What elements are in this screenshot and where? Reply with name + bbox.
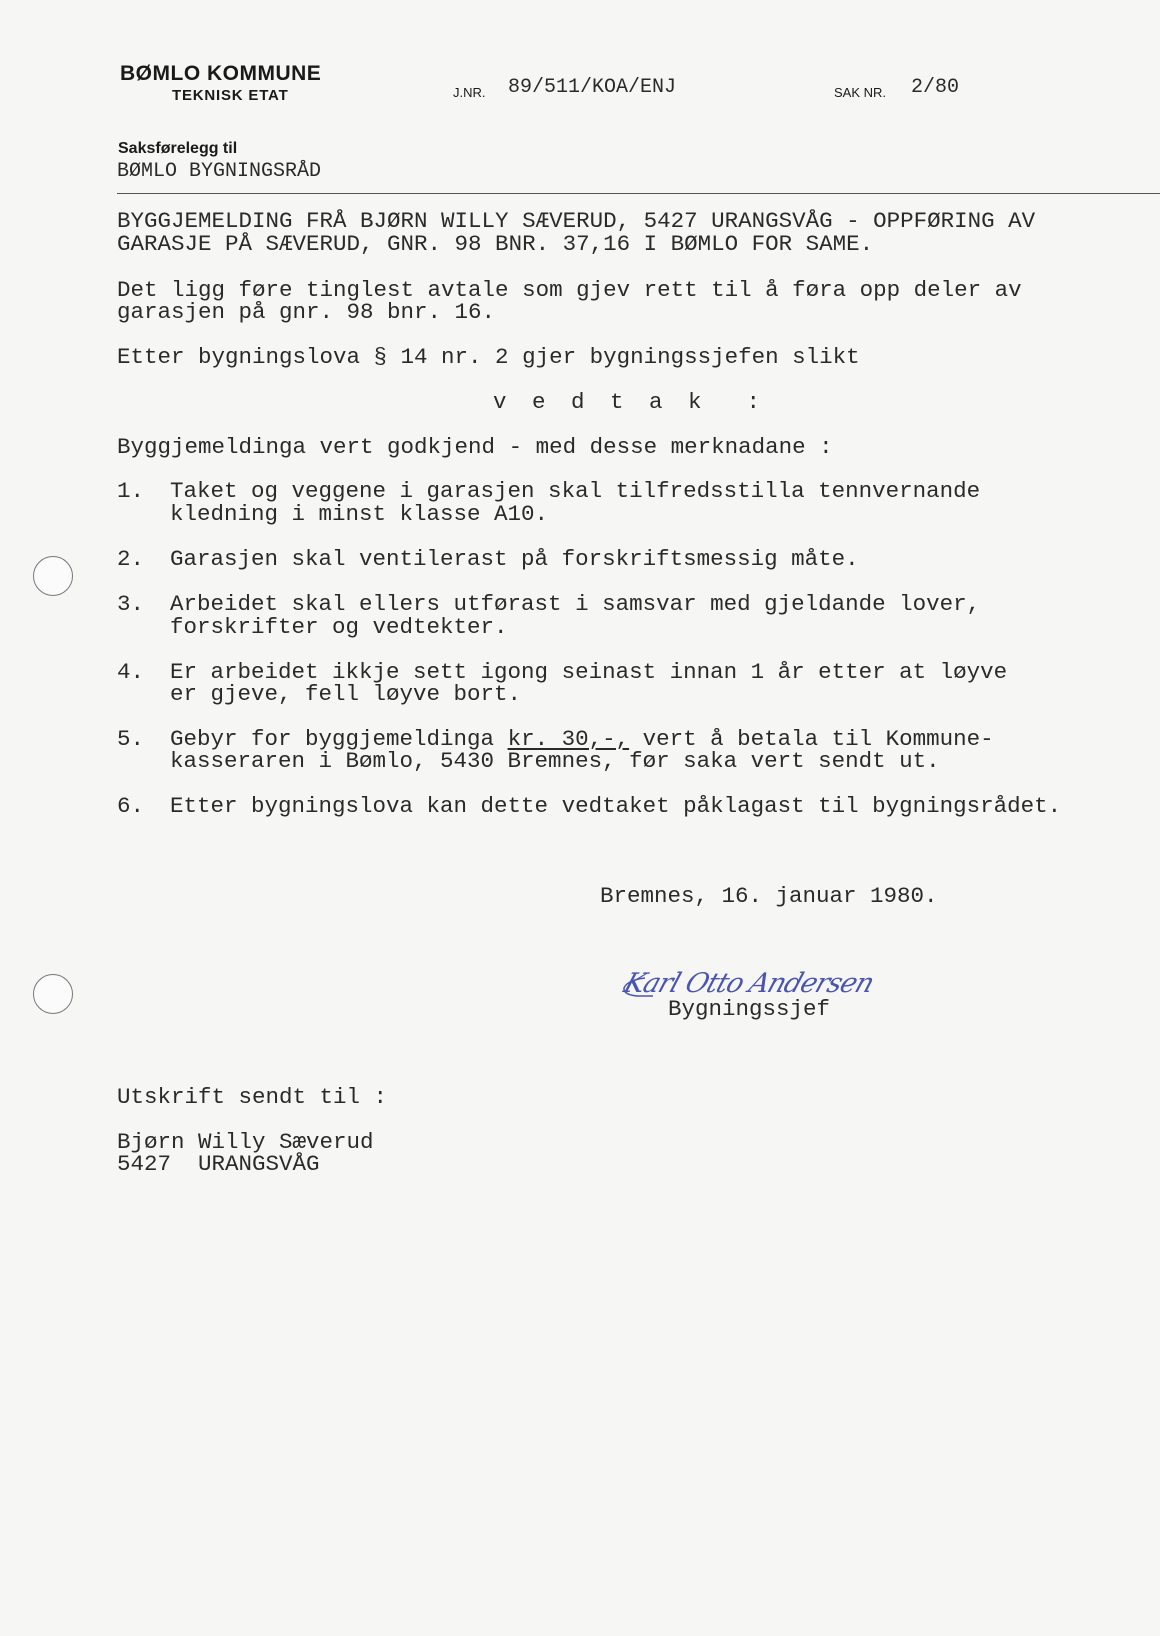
copy-address: 5427 URANGSVÅG [117, 1151, 320, 1177]
jnr-label: J.NR. [453, 85, 486, 100]
sak-label: SAK NR. [834, 85, 887, 100]
addressee-name: BØMLO BYGNINGSRÅD [117, 160, 322, 183]
item-number: 1. [117, 478, 145, 504]
item-text: Er arbeidet ikkje sett igong seinast innan 1 år etter at løyve [170, 659, 1008, 685]
item-text: Etter bygningslova kan dette vedtaket påklagast til bygningsrådet. [170, 793, 1062, 819]
dept-name: TEKNISK ETAT [172, 87, 289, 104]
fee-amount: kr. 30,-, [507, 726, 630, 752]
copy-label: Utskrift sendt til : [117, 1084, 388, 1110]
item-text-post: vert å betala til Kommune- [629, 726, 994, 752]
item-number: 2. [117, 546, 145, 572]
item-text: Garasjen skal ventilerast på forskriftsmessig måte. [170, 546, 859, 572]
sak-value: 2/80 [911, 76, 960, 99]
subject-line: BYGGJEMELDING FRÅ BJØRN WILLY SÆVERUD, 5427 URANGSVÅG - OPPFØRING AV [117, 208, 1036, 234]
jnr-value: 89/511/KOA/ENJ [508, 76, 677, 99]
legal-basis: Etter bygningslova § 14 nr. 2 gjer bygningssjefen slikt [117, 344, 860, 370]
intro-line: Det ligg føre tinglest avtale som gjev rett til å føra opp deler av [117, 277, 1022, 303]
item-text: er gjeve, fell løyve bort. [170, 681, 522, 707]
item-text: Taket og veggene i garasjen skal tilfredsstilla tennvernande [170, 478, 981, 504]
addressee-label: Saksførelegg til [118, 140, 238, 157]
punch-hole [33, 556, 73, 596]
copy-recipient: Bjørn Willy Sæverud [117, 1129, 374, 1155]
signature: Karl Otto Andersen [619, 968, 878, 999]
item-text: Arbeidet skal ellers utførast i samsvar med gjeldande lover, [170, 591, 981, 617]
item-number: 4. [117, 659, 145, 685]
place-date: Bremnes, 16. januar 1980. [600, 883, 938, 909]
org-name: BØMLO KOMMUNE [120, 62, 322, 85]
subject-line: GARASJE PÅ SÆVERUD, GNR. 98 BNR. 37,16 I BØMLO FOR SAME. [117, 231, 874, 257]
vedtak-heading: v e d t a k : [493, 389, 767, 415]
item-number: 5. [117, 726, 145, 752]
divider [117, 193, 1160, 194]
item-text-pre: Gebyr for byggjemeldinga [170, 726, 508, 752]
punch-hole [33, 974, 73, 1014]
item-number: 6. [117, 793, 145, 819]
item-number: 3. [117, 591, 145, 617]
item-text: forskrifter og vedtekter. [170, 614, 508, 640]
signature-title: Bygningssjef [668, 996, 831, 1022]
decision: Byggjemeldinga vert godkjend - med desse merknadane : [117, 434, 833, 460]
item-text: kasseraren i Bømlo, 5430 Bremnes, før saka vert sendt ut. [170, 748, 940, 774]
intro-line: garasjen på gnr. 98 bnr. 16. [117, 299, 496, 325]
item-text: kledning i minst klasse A10. [170, 501, 549, 527]
